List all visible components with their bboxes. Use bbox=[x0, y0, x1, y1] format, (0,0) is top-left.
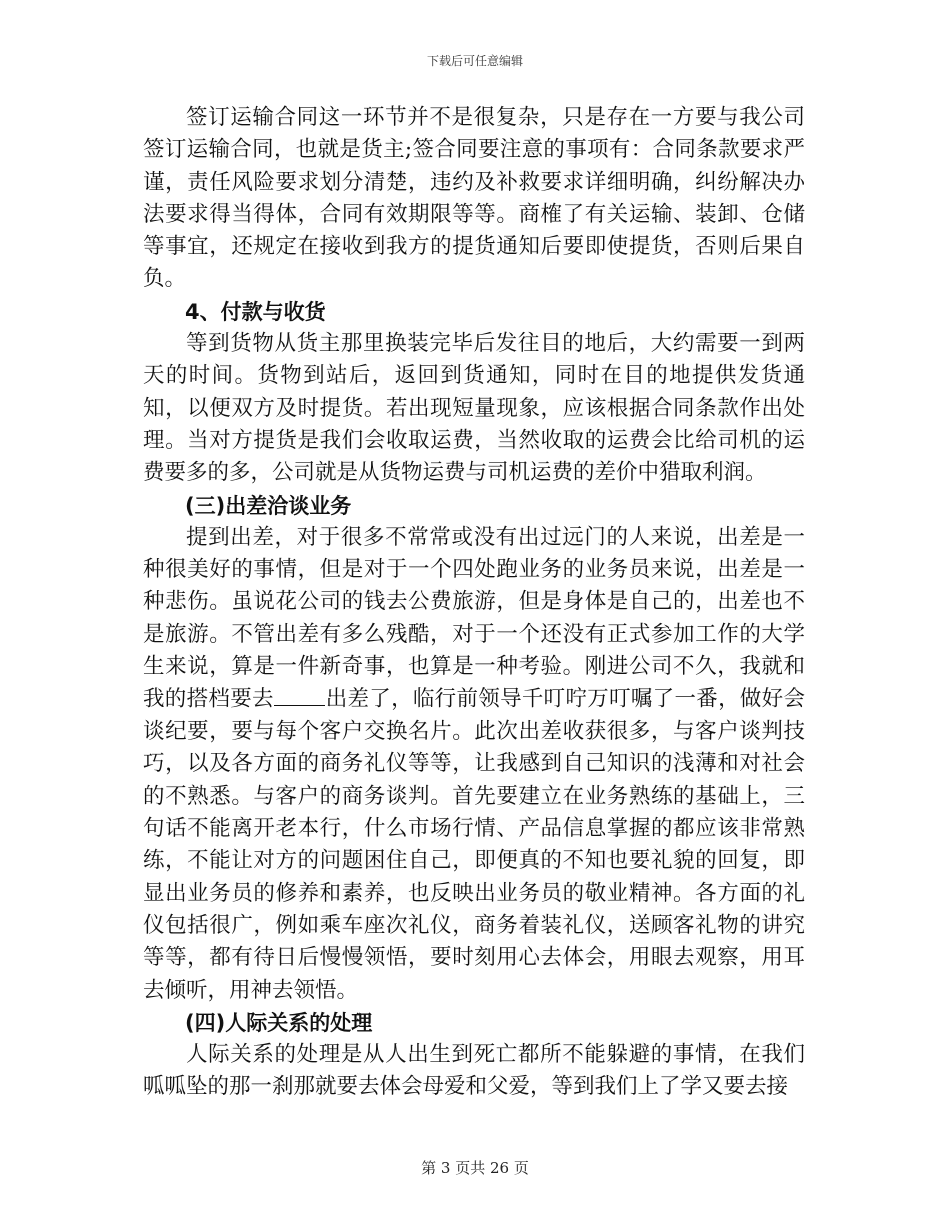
page-footer: 第 3 页共 26 页 bbox=[421, 1159, 529, 1177]
paragraph-relationships: 人际关系的处理是从人出生到死亡都所不能躲避的事情，在我们呱呱坠的那一刹那就要去体会母爱和父爱，等到我们上了学又要去接 bbox=[143, 1042, 805, 1100]
paragraph-business-trip-part2: 出差了，临行前领导千叮咛万叮嘱了一番，做好会谈纪要，要与每个客户交换名片。此次出差收获很多，与客户谈判技巧，以及各方面的商务礼仪等等，让我感到自己知识的浅薄和对社会的不熟悉。与客户的商务谈判。首先要建立在业务熟练的基础上，三句话不能离开老本行，什么市场行情、产品信息掌握的都应该非常熟练，不能让对方的问题困住自己，即便真的不知也要礼貌的回复，即显出业务员的修养和素养，也反映出业务员的敬业精神。各方面的礼仪包括很广，例如乘车座次礼仪，商务着装礼仪，送顾客礼物的讲究等等，都有待日后慢慢领悟，要时刻用心去体会，用眼去观察，用耳去倾听，用神去领悟。 bbox=[143, 686, 805, 1003]
heading-relationships: (四)人际关系的处理 bbox=[185, 1010, 373, 1035]
paragraph-business-trip bbox=[143, 522, 805, 1007]
page-header: 下载后可任意编辑 bbox=[426, 54, 523, 68]
paragraph-contract: 签订运输合同这一环节并不是很复杂，只是存在一方要与我公司签订运输合同，也就是货主;签合同要注意的事项有：合同条款要求严谨，责任风险要求划分清楚，违约及补救要求详细明确，纠纷解决办法要求得当得体，合同有效期限等等。商榷了有关运输、装卸、仓储等事宜，还规定在接收到我方的提货通知后要即使提货，否则后果自负。 bbox=[143, 105, 805, 292]
heading-payment: 4、付款与收货 bbox=[185, 299, 326, 324]
paragraph-payment: 等到货物从货主那里换装完毕后发往目的地后，大约需要一到两天的时间。货物到站后，返回到货通知，同时在目的地提供发货通知，以便双方及时提货。若出现短量现象，应该根据合同条款作出处理。当对方提货是我们会收取运费，当然收取的运费会比给司机的运费要多的多，公司就是从货物运费与司机运费的差价中猎取利润。 bbox=[143, 331, 805, 486]
fill-in-blank bbox=[274, 683, 326, 706]
heading-business-trip: (三)出差洽谈业务 bbox=[185, 493, 352, 518]
paragraph-business-trip-part1: 提到出差，对于很多不常常或没有出过远门的人来说，出差是一种很美好的事情，但是对于一个四处跑业务的业务员来说，出差是一种悲伤。虽说花公司的钱去公费旅游，但是身体是自己的，出差也不是旅游。不管出差有多么残酷，对于一个还没有正式参加工作的大学生来说，算是一件新奇事，也算是一种考验。刚进公司不久，我就和我的搭档要去 bbox=[143, 524, 805, 712]
document-body bbox=[143, 102, 805, 1104]
